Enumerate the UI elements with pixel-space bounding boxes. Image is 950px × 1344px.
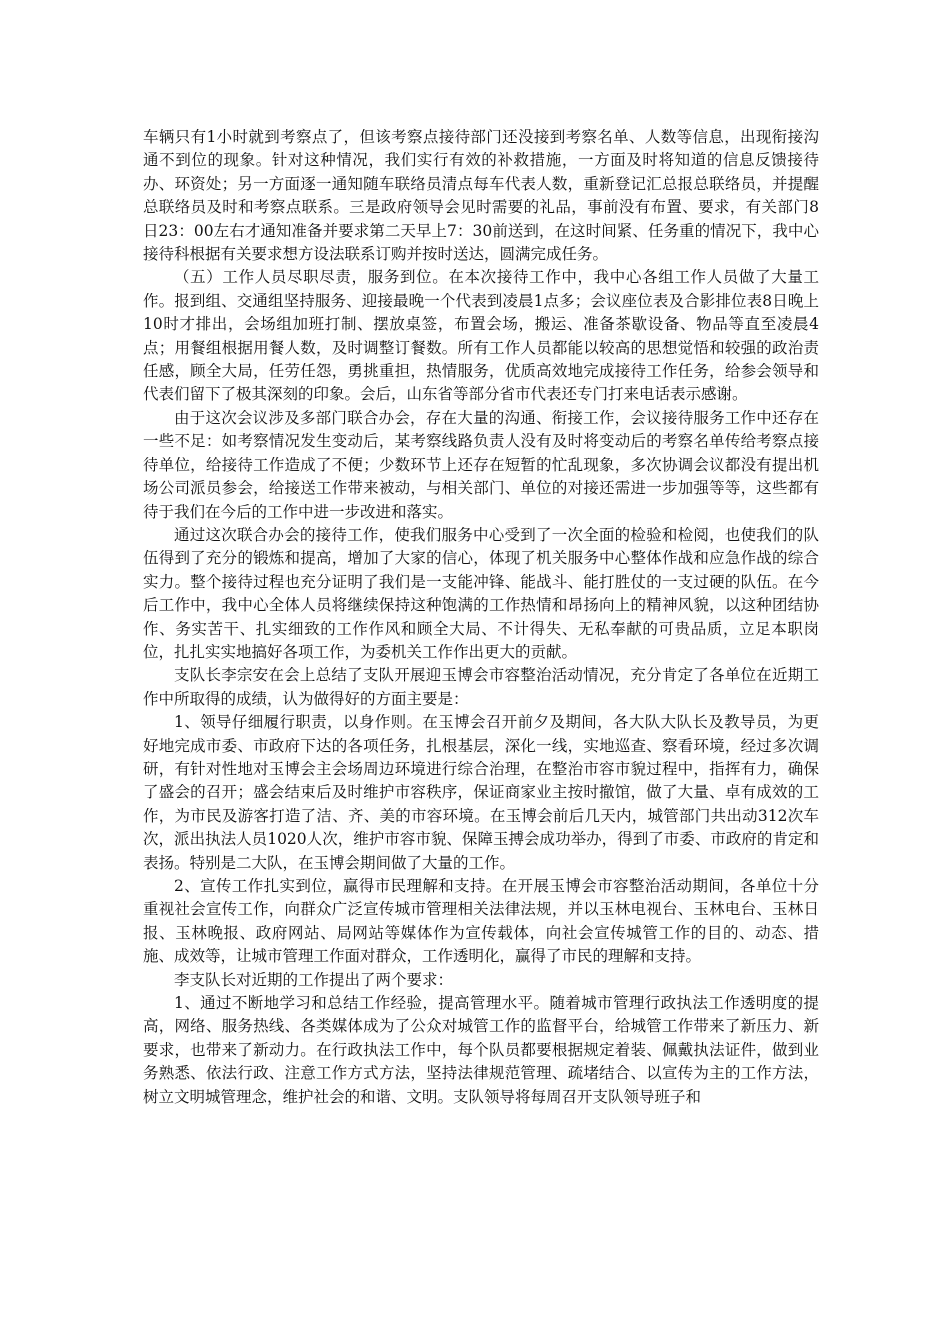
paragraph-7: 2、宣传工作扎实到位，赢得市民理解和支持。在开展玉博会市容整治活动期间，各单位十分重视社会宣传工作，向群众广泛宣传城市管理相关法律法规，并以玉林电视台、玉林电台、玉林日报、玉林晚报、政府网站、局网站等媒体作为宣传载体，向社会宣传城管工作的目的、动态、措施、成效等，让城市管理工作面对群众，工作透明化，赢得了市民的理解和支持。 [143, 877, 819, 966]
paragraph-4: 通过这次联合办会的接待工作，使我们服务中心受到了一次全面的检验和检阅，也使我们的队伍得到了充分的锻炼和提高，增加了大家的信心，体现了机关服务中心整体作战和应急作战的综合实力。整个接待过程也充分证明了我们是一支能冲锋、能战斗、能打胜仗的一支过硬的队伍。在今后工作中，我中心全体人员将继续保持这种饱满的工作热情和昂扬向上的精神风貌，以这种团结协作、务实苦干、扎实细致的工作作风和顾全大局、不计得失、无私奉献的可贵品质，立足本职岗位，扎扎实实地搞好各项工作，为委机关工作作出更大的贡献。 [143, 525, 819, 661]
paragraph-5: 支队长李宗安在会上总结了支队开展迎玉博会市容整治活动情况，充分肯定了各单位在近期工作中所取得的成绩，认为做得好的方面主要是： [143, 666, 819, 708]
paragraph-3: 由于这次会议涉及多部门联合办会，存在大量的沟通、衔接工作，会议接待服务工作中还存在一些不足：如考察情况发生变动后，某考察线路负责人没有及时将变动后的考察名单传给考察点接待单位，给接待工作造成了不便；少数环节上还存在短暂的忙乱现象，多次协调会议都没有提出机场公司派员参会，给接送工作带来被动，与相关部门、单位的对接还需进一步加强等等，这些都有待于我们在今后的工作中进一步改进和落实。 [143, 408, 819, 521]
paragraph-1: 车辆只有1小时就到考察点了，但该考察点接待部门还没接到考察名单、人数等信息，出现衔接沟通不到位的现象。针对这种情况，我们实行有效的补救措施，一方面及时将知道的信息反馈接待办、环资处；另一方面逐一通知随车联络员清点每车代表人数，重新登记汇总报总联络员，并提醒总联络员及时和考察点联系。三是政府领导会见时需要的礼品，事前没有布置、要求，有关部门8日23：00左右才通知准备并要求第二天早上7：30前送到，在这时间紧、任务重的情况下，我中心接待科根据有关要求想方设法联系订购并按时送达，圆满完成任务。 [143, 128, 819, 264]
paragraph-9: 1、通过不断地学习和总结工作经验，提高管理水平。随着城市管理行政执法工作透明度的提高，网络、服务热线、各类媒体成为了公众对城管工作的监督平台，给城管工作带来了新压力、新要求，也带来了新动力。在行政执法工作中，每个队员都要根据规定着装、佩戴执法证件，做到业务熟悉、依法行政、注意工作方式方法，坚持法律规范管理、疏堵结合、以宣传为主的工作方法，树立文明城管理念，维护社会的和谐、文明。支队领导将每周召开支队领导班子和 [143, 994, 819, 1106]
paragraph-6: 1、领导仔细履行职责，以身作则。在玉博会召开前夕及期间，各大队大队长及教导员，为更好地完成市委、市政府下达的各项任务，扎根基层，深化一线，实地巡查、察看环境，经过多次调研，有针对性地对玉博会主会场周边环境进行综合治理，在整治市容市貌过程中，指挥有力，确保了盛会的召开；盛会结束后及时维护市容秩序，保证商家业主按时撤馆，做了大量、卓有成效的工作，为市民及游客打造了洁、齐、美的市容环境。在玉博会前后几天内，城管部门共出动312次车次，派出执法人员1020人次，维护市容市貌、保障玉搏会成功举办，得到了市委、市政府的肯定和表扬。特别是二大队，在玉博会期间做了大量的工作。 [143, 713, 819, 872]
paragraph-2: （五）工作人员尽职尽责，服务到位。在本次接待工作中，我中心各组工作人员做了大量工作。报到组、交通组坚持服务、迎接最晚一个代表到凌晨1点多；会议座位表及合影排位表8日晚上10时才排出，会场组加班打制、摆放桌签，布置会场，搬运、准备茶歇设备、物品等直至凌晨4点；用餐组根据用餐人数，及时调整订餐数。所有工作人员都能以较高的思想觉悟和较强的政治责任感，顾全大局，任劳任怨，勇挑重担，热情服务，优质高效地完成接待工作任务，给参会领导和代表们留下了极其深刻的印象。会后，山东省等部分省市代表还专门打来电话表示感谢。 [143, 268, 819, 404]
document-body [143, 126, 819, 1109]
paragraph-8: 李支队长对近期的工作提出了两个要求： [174, 970, 454, 989]
